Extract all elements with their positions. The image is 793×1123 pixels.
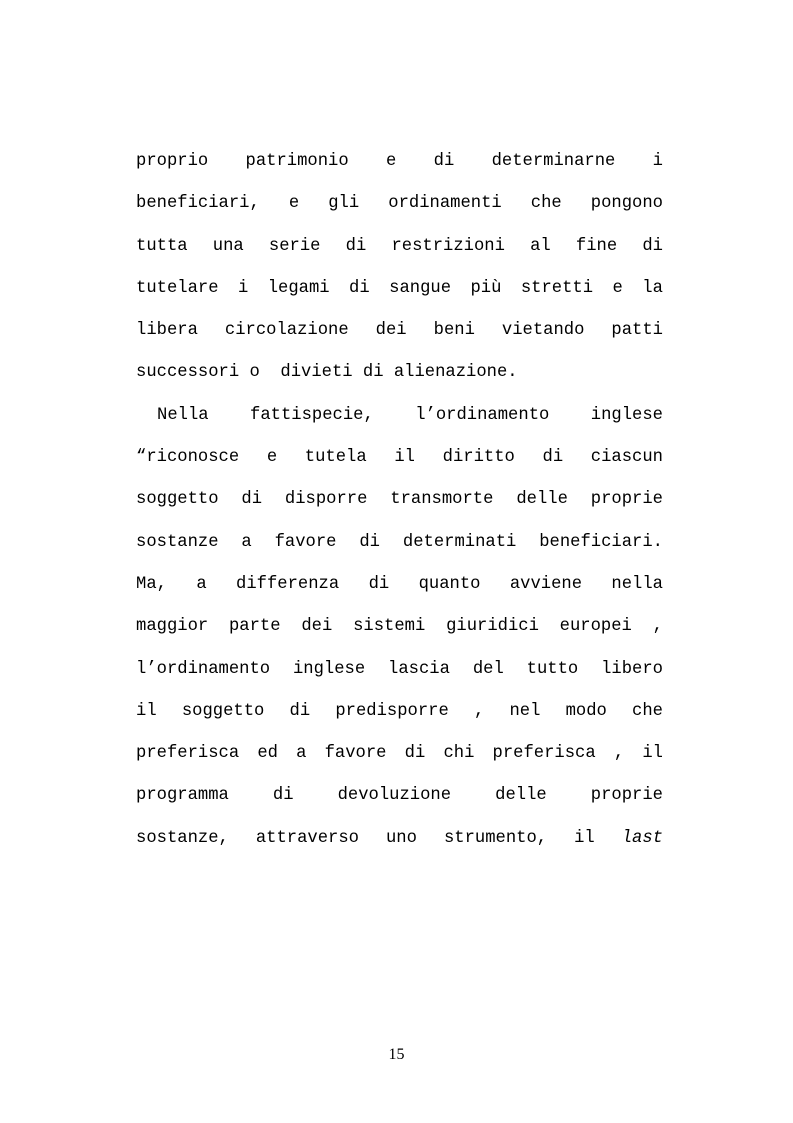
word: serie bbox=[268, 236, 321, 256]
word: ed bbox=[257, 744, 278, 764]
word: determinati bbox=[402, 532, 517, 552]
word: sangue bbox=[389, 278, 452, 298]
word: fine bbox=[575, 236, 618, 256]
text-line bbox=[136, 781, 663, 823]
word: nella bbox=[611, 574, 663, 594]
word: di bbox=[404, 744, 426, 764]
word: programma bbox=[136, 786, 229, 806]
word: lascia bbox=[388, 659, 450, 679]
word: parte bbox=[228, 617, 281, 637]
word: transmorte bbox=[390, 490, 494, 510]
word: inglese bbox=[292, 659, 366, 679]
word: a bbox=[296, 744, 307, 764]
word: gli bbox=[328, 194, 360, 214]
word: quanto bbox=[418, 574, 481, 594]
word: “riconosce bbox=[136, 448, 240, 468]
word: soggetto bbox=[136, 490, 219, 510]
word: a bbox=[196, 574, 207, 594]
word: differenza bbox=[236, 574, 340, 594]
word: attraverso bbox=[255, 828, 359, 848]
word: la bbox=[642, 278, 663, 298]
word: disporre bbox=[284, 490, 368, 510]
word: sostanze, bbox=[136, 828, 229, 848]
word: sostanze bbox=[136, 532, 219, 552]
word: i bbox=[237, 278, 249, 298]
word: libero bbox=[601, 659, 663, 679]
text-line bbox=[136, 612, 663, 654]
word: pongono bbox=[590, 194, 663, 214]
text-line bbox=[136, 443, 663, 485]
word: predisporre bbox=[335, 701, 449, 721]
word: che bbox=[632, 701, 663, 721]
word: e bbox=[385, 152, 397, 171]
word: last bbox=[621, 828, 663, 848]
word: ordinamenti bbox=[388, 194, 502, 214]
word: tutto bbox=[526, 659, 579, 679]
word: sistemi bbox=[353, 617, 426, 637]
word: di bbox=[359, 532, 380, 552]
word: tutta bbox=[136, 236, 188, 256]
word: tutelare bbox=[136, 278, 219, 298]
word: proprie bbox=[590, 490, 663, 510]
text-line bbox=[136, 274, 663, 316]
word: libera bbox=[136, 321, 198, 341]
word: beni bbox=[433, 321, 475, 341]
word: devoluzione bbox=[337, 786, 452, 806]
word: i bbox=[652, 152, 663, 171]
text-line bbox=[136, 232, 663, 274]
word: diritto bbox=[442, 448, 515, 468]
word: di bbox=[345, 236, 367, 256]
word: inglese bbox=[590, 405, 663, 425]
word: e bbox=[288, 194, 300, 214]
word: il bbox=[642, 744, 663, 764]
word: beneficiari. bbox=[539, 532, 663, 552]
word: restrizioni bbox=[391, 236, 505, 256]
word: del bbox=[472, 659, 504, 679]
word: favore bbox=[274, 532, 337, 552]
word: di bbox=[349, 278, 370, 298]
word: proprio bbox=[136, 152, 209, 171]
word: dei bbox=[375, 321, 407, 341]
word: legami bbox=[267, 278, 330, 298]
word: di bbox=[368, 574, 390, 594]
text-line bbox=[136, 655, 663, 697]
word: ciascun bbox=[590, 448, 663, 468]
word: di bbox=[241, 490, 263, 510]
word: che bbox=[530, 194, 562, 214]
word: avviene bbox=[509, 574, 583, 594]
text-line bbox=[136, 485, 663, 527]
word: favore bbox=[324, 744, 387, 764]
word: strumento, bbox=[443, 828, 548, 848]
word: al bbox=[530, 236, 551, 256]
word: delle bbox=[495, 786, 547, 806]
word: e bbox=[612, 278, 623, 298]
word: , bbox=[473, 701, 485, 721]
word: più bbox=[470, 278, 502, 298]
word: fattispecie, bbox=[250, 405, 374, 425]
word: di bbox=[289, 701, 311, 721]
word: Ma, bbox=[136, 574, 167, 594]
word: dei bbox=[301, 617, 333, 637]
word: l’ordinamento bbox=[415, 405, 550, 425]
word: europei bbox=[559, 617, 632, 637]
word: il bbox=[394, 448, 415, 468]
page-number: 15 bbox=[388, 1046, 405, 1063]
word: modo bbox=[565, 701, 607, 721]
text-line bbox=[136, 528, 663, 570]
word: patrimonio bbox=[245, 152, 349, 171]
word: preferisca bbox=[136, 744, 240, 764]
word: maggior bbox=[136, 617, 209, 637]
word: uno bbox=[385, 828, 417, 848]
text-line bbox=[136, 316, 663, 358]
word: Nella bbox=[157, 405, 209, 425]
word: il bbox=[136, 701, 157, 721]
word: delle bbox=[516, 490, 568, 510]
word: una bbox=[212, 236, 244, 256]
word: di bbox=[642, 236, 663, 256]
word: tutela bbox=[304, 448, 367, 468]
word: di bbox=[272, 786, 294, 806]
word: determinarne bbox=[491, 152, 616, 171]
word: circolazione bbox=[224, 321, 349, 341]
text-line bbox=[136, 570, 663, 612]
word: preferisca bbox=[492, 744, 596, 764]
word: stretti bbox=[520, 278, 594, 298]
word: a bbox=[241, 532, 252, 552]
word: l’ordinamento bbox=[136, 659, 271, 679]
body-text bbox=[136, 147, 663, 866]
text-line bbox=[136, 401, 663, 443]
word: di bbox=[542, 448, 564, 468]
text-line bbox=[136, 189, 663, 231]
word: , bbox=[652, 617, 663, 637]
word: vietando bbox=[501, 321, 585, 341]
text-line: successori o divieti di alienazione. bbox=[136, 363, 518, 383]
word: nel bbox=[509, 701, 541, 721]
word: beneficiari, bbox=[136, 194, 260, 214]
text-line bbox=[136, 697, 663, 739]
text-line bbox=[136, 147, 663, 189]
word: chi bbox=[443, 744, 475, 764]
word: il bbox=[574, 828, 595, 848]
word: e bbox=[266, 448, 278, 468]
word: , bbox=[613, 744, 625, 764]
word: giuridici bbox=[446, 617, 539, 637]
word: proprie bbox=[590, 786, 663, 806]
text-line bbox=[136, 824, 663, 866]
word: soggetto bbox=[181, 701, 265, 721]
text-line bbox=[136, 739, 663, 781]
word: patti bbox=[611, 321, 663, 341]
word: di bbox=[433, 152, 455, 171]
